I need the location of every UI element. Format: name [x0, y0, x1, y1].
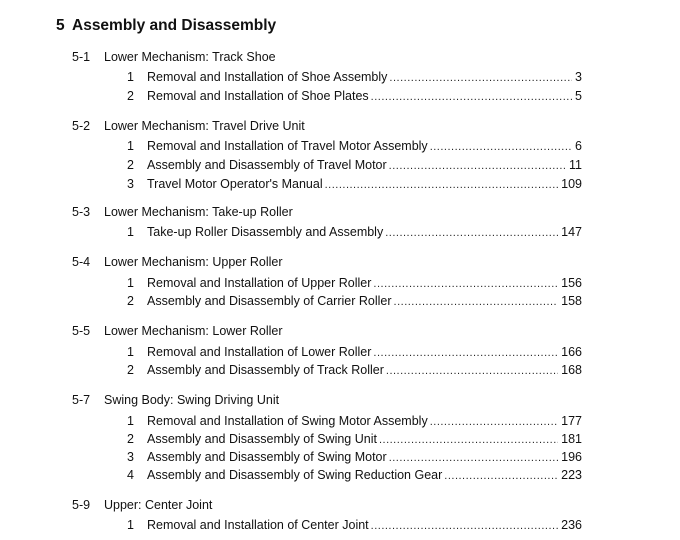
dot-leader — [430, 138, 572, 156]
entry-title: Removal and Installation of Shoe Plates — [147, 89, 369, 103]
dot-leader — [385, 224, 558, 242]
section-number: 5-5 — [72, 324, 91, 338]
dot-leader — [373, 344, 558, 362]
toc-entry[interactable] — [127, 137, 582, 155]
section-title: Lower Mechanism: Take-up Roller — [104, 205, 293, 219]
chapter-title — [56, 16, 276, 36]
section-title: Swing Body: Swing Driving Unit — [104, 393, 280, 407]
entry-number: 2 — [127, 158, 134, 172]
entry-page: 223 — [561, 468, 582, 482]
entry-page: 158 — [561, 294, 582, 308]
toc-entry[interactable] — [127, 274, 582, 292]
section-title: Lower Mechanism: Track Shoe — [104, 50, 276, 64]
entry-number: 2 — [127, 89, 134, 103]
section-heading — [72, 391, 279, 409]
entry-page: 181 — [561, 432, 582, 446]
entry-number: 1 — [127, 345, 134, 359]
entry-page: 109 — [561, 177, 582, 191]
entry-page: 11 — [569, 158, 582, 172]
toc-entry[interactable] — [127, 516, 582, 534]
entry-title: Assembly and Disassembly of Carrier Roller — [147, 294, 392, 308]
toc-entry[interactable] — [127, 223, 582, 241]
section-title: Lower Mechanism: Upper Roller — [104, 255, 283, 269]
entry-number: 1 — [127, 225, 134, 239]
dot-leader — [430, 413, 558, 431]
entry-number: 3 — [127, 177, 134, 191]
toc-entry[interactable] — [127, 175, 582, 193]
entry-page: 236 — [561, 518, 582, 532]
section-heading — [72, 48, 276, 66]
entry-page: 196 — [561, 450, 582, 464]
toc-entry[interactable] — [127, 87, 582, 105]
entry-title: Removal and Installation of Swing Motor Assembly — [147, 414, 428, 428]
section-number: 5-9 — [72, 498, 91, 512]
dot-leader — [386, 362, 558, 380]
section-number: 5-7 — [72, 393, 91, 407]
toc-entry[interactable] — [127, 448, 582, 466]
toc-entry[interactable] — [127, 466, 582, 484]
entry-number: 1 — [127, 139, 134, 153]
dot-leader — [371, 517, 558, 535]
toc-entry[interactable] — [127, 343, 582, 361]
entry-page: 177 — [561, 414, 582, 428]
toc-entry[interactable] — [127, 361, 582, 379]
entry-page: 168 — [561, 363, 582, 377]
entry-title: Removal and Installation of Upper Roller — [147, 276, 372, 290]
section-title: Upper: Center Joint — [104, 498, 213, 512]
section-number: 5-4 — [72, 255, 91, 269]
toc-entry[interactable] — [127, 412, 582, 430]
dot-leader — [389, 157, 566, 175]
entry-number: 2 — [127, 294, 134, 308]
dot-leader — [379, 431, 558, 449]
section-title: Lower Mechanism: Lower Roller — [104, 324, 283, 338]
toc-entry[interactable] — [127, 156, 582, 174]
entry-title: Removal and Installation of Center Joint — [147, 518, 369, 532]
entry-number: 4 — [127, 468, 134, 482]
dot-leader — [394, 293, 559, 311]
dot-leader — [389, 449, 558, 467]
entry-page: 147 — [561, 225, 582, 239]
section-number: 5-2 — [72, 119, 91, 133]
entry-title: Assembly and Disassembly of Swing Reduction Gear — [147, 468, 443, 482]
dot-leader — [389, 69, 572, 87]
entry-page: 166 — [561, 345, 582, 359]
entry-number: 1 — [127, 414, 134, 428]
entry-number: 2 — [127, 363, 134, 377]
entry-number: 1 — [127, 518, 134, 532]
section-title: Lower Mechanism: Travel Drive Unit — [104, 119, 305, 133]
entry-number: 1 — [127, 70, 134, 84]
entry-title: Travel Motor Operator's Manual — [147, 177, 323, 191]
entry-title: Removal and Installation of Shoe Assembly — [147, 70, 388, 84]
section-heading — [72, 253, 283, 271]
entry-page: 156 — [561, 276, 582, 290]
section-heading — [72, 203, 293, 221]
chapter-number: 5 — [56, 17, 65, 34]
toc-entry[interactable] — [127, 68, 582, 86]
entry-title: Take-up Roller Disassembly and Assembly — [147, 225, 384, 239]
entry-title: Removal and Installation of Travel Motor Assembly — [147, 139, 428, 153]
section-number: 5-3 — [72, 205, 91, 219]
chapter-title-text: Assembly and Disassembly — [72, 17, 277, 34]
entry-title: Assembly and Disassembly of Track Roller — [147, 363, 384, 377]
entry-title: Removal and Installation of Lower Roller — [147, 345, 372, 359]
section-number: 5-1 — [72, 50, 91, 64]
entry-number: 3 — [127, 450, 134, 464]
dot-leader — [325, 176, 559, 194]
entry-page: 5 — [575, 89, 582, 103]
toc-entry[interactable] — [127, 430, 582, 448]
entry-number: 1 — [127, 276, 134, 290]
entry-number: 2 — [127, 432, 134, 446]
entry-title: Assembly and Disassembly of Travel Motor — [147, 158, 387, 172]
section-heading — [72, 322, 283, 340]
toc-entry[interactable] — [127, 292, 582, 310]
dot-leader — [373, 275, 558, 293]
section-heading — [72, 117, 305, 135]
dot-leader — [371, 88, 572, 106]
entry-title: Assembly and Disassembly of Swing Unit — [147, 432, 377, 446]
entry-page: 6 — [575, 139, 582, 153]
section-heading — [72, 496, 212, 514]
entry-page: 3 — [575, 70, 582, 84]
dot-leader — [444, 467, 558, 485]
entry-title: Assembly and Disassembly of Swing Motor — [147, 450, 387, 464]
